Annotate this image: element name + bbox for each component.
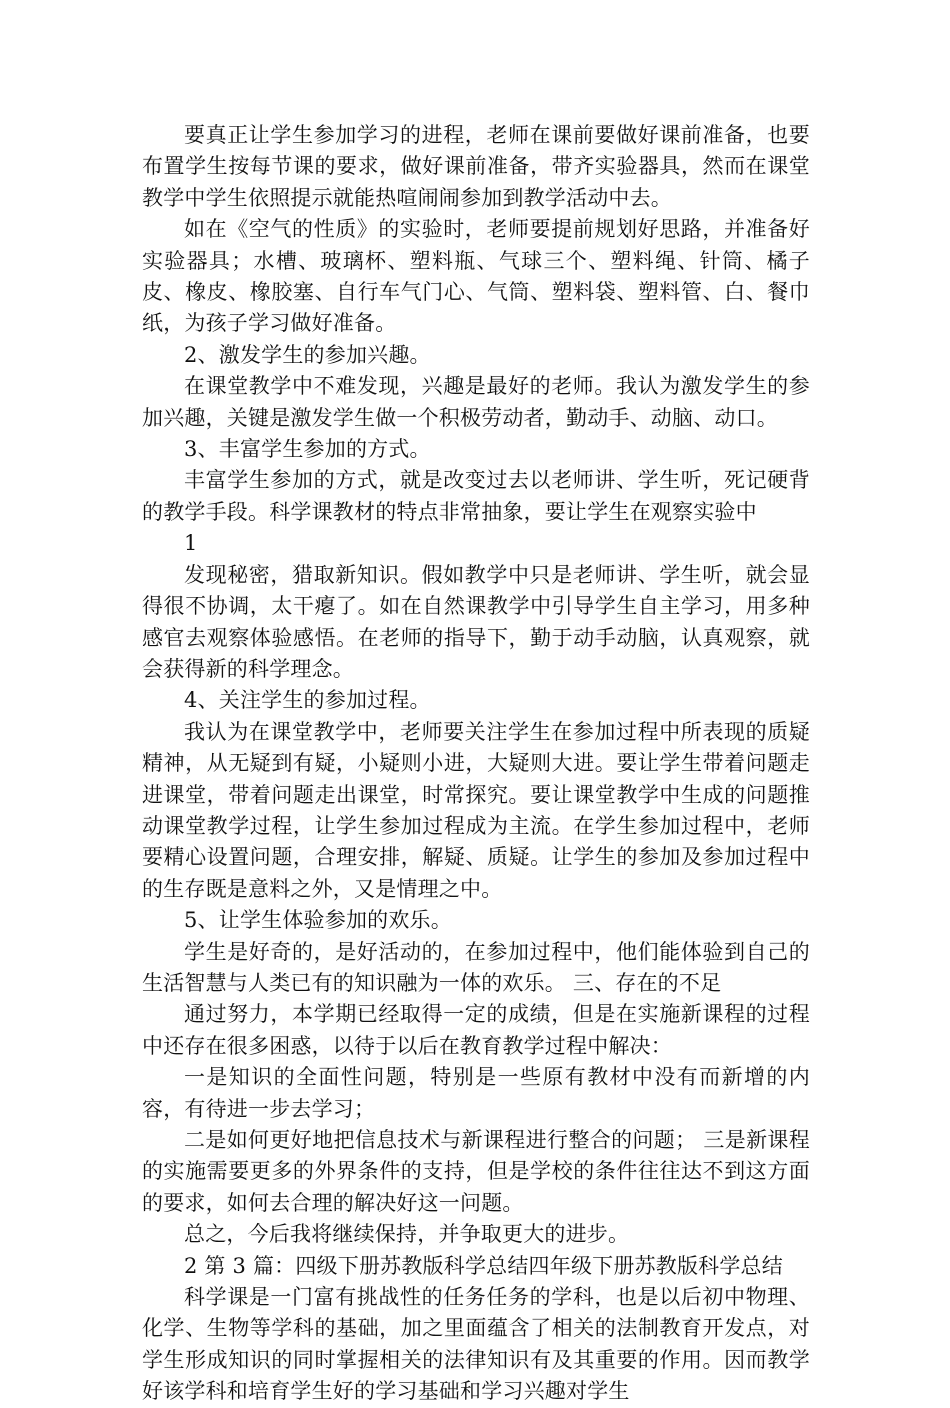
paragraph: 通过努力，本学期已经取得一定的成绩，但是在实施新课程的过程中还存在很多困惑，以待于以后在教育教学过程中解决： xyxy=(142,1002,810,1058)
section-heading: 3、丰富学生参加的方式。 xyxy=(184,437,431,462)
paragraph: 总之，今后我将继续保持，并争取更大的进步。 xyxy=(184,1222,630,1247)
paragraph: 如在《空气的性质》的实验时，老师要提前规划好思路，并准备好实验器具；水槽、玻璃杯、塑料瓶、气球三个、塑料绳、针筒、橘子皮、橡皮、橡胶塞、自行车气门心、气筒、塑料袋、塑料管、白、餐巾纸，为孩子学习做好准备。 xyxy=(142,217,810,336)
page-number: 1 xyxy=(184,531,198,556)
paragraph: 学生是好奇的，是好活动的，在参加过程中，他们能体验到自己的生活智慧与人类已有的知识融为一体的欢乐。 三、存在的不足 xyxy=(142,939,810,995)
section-heading: 5、让学生体验参加的欢乐。 xyxy=(184,908,452,933)
paragraph: 要真正让学生参加学习的进程，老师在课前要做好课前准备，也要布置学生按每节课的要求，做好课前准备，带齐实验器具，然而在课堂教学中学生依照提示就能热喧闹闹参加到教学活动中去。 xyxy=(142,123,810,210)
paragraph: 二是如何更好地把信息技术与新课程进行整合的问题； 三是新课程的实施需要更多的外界条件的支持，但是学校的条件往往达不到这方面的要求，如何去合理的解决好这一问题。 xyxy=(142,1128,810,1215)
article-title: 2 第 3 篇：四级下册苏教版科学总结四年级下册苏教版科学总结 xyxy=(184,1253,783,1278)
paragraph: 丰富学生参加的方式，就是改变过去以老师讲、学生听，死记硬背的教学手段。科学课教材的特点非常抽象，要让学生在观察实验中 xyxy=(142,468,810,524)
paragraph: 在课堂教学中不难发现，兴趣是最好的老师。我认为激发学生的参加兴趣，关键是激发学生做一个积极劳动者，勤动手、动脑、动口。 xyxy=(142,374,810,430)
paragraph: 科学课是一门富有挑战性的任务任务的学科，也是以后初中物理、化学、生物等学科的基础，加之里面蕴含了相关的法制教育开发点，对学生形成知识的同时掌握相关的法律知识有及其重要的作用。因而教学好该学科和培育学生好的学习基础和学习兴趣对学生 xyxy=(142,1285,810,1404)
document-body xyxy=(142,120,810,1408)
paragraph: 一是知识的全面性问题，特别是一些原有教材中没有而新增的内容，有待进一步去学习； xyxy=(142,1065,810,1121)
paragraph: 我认为在课堂教学中，老师要关注学生在参加过程中所表现的质疑精神，从无疑到有疑，小疑则小进，大疑则大进。要让学生带着问题走进课堂，带着问题走出课堂，时常探究。要让课堂教学中生成的问题推动课堂教学过程，让学生参加过程成为主流。在学生参加过程中，老师要精心设置问题，合理安排，解疑、质疑。让学生的参加及参加过程中的生存既是意料之外，又是情理之中。 xyxy=(142,719,810,901)
paragraph: 发现秘密，猎取新知识。假如教学中只是老师讲、学生听，就会显得很不协调，太干瘪了。如在自然课教学中引导学生自主学习，用多种感官去观察体验感悟。在老师的指导下，勤于动手动脑，认真观察，就会获得新的科学理念。 xyxy=(142,562,810,681)
section-heading: 4、关注学生的参加过程。 xyxy=(184,688,431,713)
section-heading: 2、激发学生的参加兴趣。 xyxy=(184,342,431,367)
